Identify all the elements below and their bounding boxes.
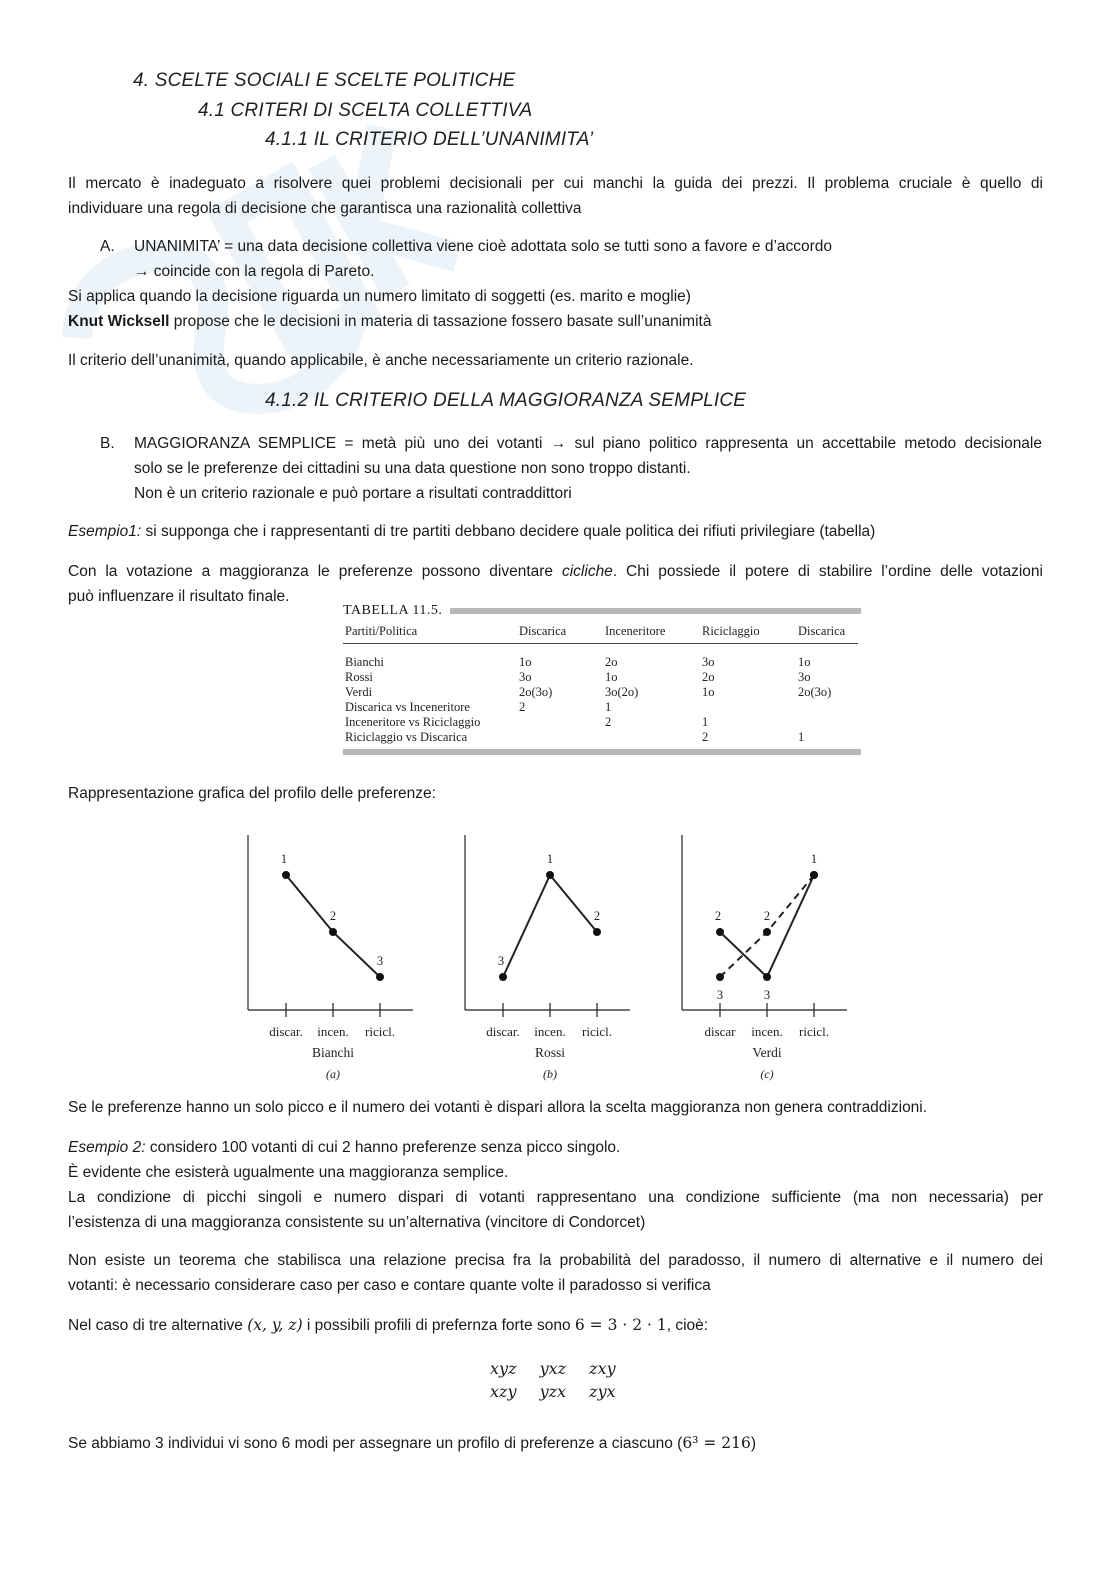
profiles-row: xzy yzx zyx bbox=[490, 1382, 616, 1401]
table-cell bbox=[603, 730, 700, 745]
table-header-cell: Discarica bbox=[519, 623, 567, 638]
heading-section: 4.1 CRITERI DI SCELTA COLLETTIVA bbox=[198, 100, 533, 121]
table-cell: Bianchi bbox=[345, 655, 384, 669]
chart-tick-label: incen. bbox=[534, 1024, 566, 1039]
paragraph-example-2 bbox=[68, 1135, 1043, 1235]
chart-point bbox=[376, 973, 384, 981]
chart-point bbox=[763, 973, 771, 981]
paragraph-single-peak: Se le preferenze hanno un solo picco e il numero dei votanti è dispari allora la scelta maggioranza non genera contraddizioni. bbox=[68, 1099, 928, 1116]
table-cell: 3o bbox=[702, 655, 715, 669]
table-header-cell: Riciclaggio bbox=[702, 623, 760, 638]
heading-subsection-1: 4.1.1 IL CRITERIO DELL’UNANIMITA’ bbox=[265, 129, 594, 150]
table-header-cell: Discarica bbox=[798, 623, 846, 638]
text-line: propose che le decisioni in materia di tassazione fossero basate sull’unanimità bbox=[169, 313, 712, 330]
chart-panel-label: (a) bbox=[326, 1067, 340, 1081]
table-cell: 2o bbox=[702, 670, 715, 684]
chart-point-label: 3 bbox=[763, 988, 771, 1002]
chart-tick-label: discar. bbox=[486, 1024, 520, 1039]
chart-point-label: 3 bbox=[376, 954, 384, 968]
list-marker: A. bbox=[100, 238, 115, 255]
table-cell: 1 bbox=[798, 730, 805, 744]
chart-title: Verdi bbox=[752, 1045, 782, 1060]
text-span: si supponga che i rappresentanti di tre partiti debbano decidere quale politica dei rifiuti privilegiare (tabella) bbox=[141, 523, 876, 540]
text-line: può influenzare il risultato finale. bbox=[68, 588, 290, 605]
math-expression: (x, y, z) bbox=[247, 1316, 303, 1334]
table-caption: TABELLA 11.5. bbox=[343, 603, 443, 618]
chart-point-label: 1 bbox=[810, 852, 818, 866]
table-cell: Discarica vs Inceneritore bbox=[345, 700, 470, 714]
table-cell: 1o bbox=[605, 670, 618, 684]
chart-point-label: 2 bbox=[329, 909, 337, 923]
chart-series-line bbox=[503, 875, 597, 977]
table-header-cell: Partiti/Politica bbox=[345, 623, 418, 638]
text-line: → coincide con la regola di Pareto. bbox=[134, 263, 375, 280]
paragraph-intro bbox=[68, 171, 1043, 221]
chart-point-label: 2 bbox=[763, 909, 771, 923]
chart-panel-label: (b) bbox=[543, 1067, 557, 1081]
table-11-5 bbox=[343, 602, 861, 755]
table-cell: Riciclaggio vs Discarica bbox=[345, 730, 468, 744]
paragraph-rational: Il criterio dell’unanimità, quando applicabile, è anche necessariamente un criterio razionale. bbox=[68, 352, 694, 369]
chart-point bbox=[329, 928, 337, 936]
emphasis: cicliche bbox=[561, 563, 613, 580]
table-cell: 3o bbox=[798, 670, 811, 684]
table-row bbox=[343, 685, 858, 700]
heading-chapter: 4. SCELTE SOCIALI E SCELTE POLITICHE bbox=[133, 70, 516, 91]
math-expression: 6 = 3 · 2 · 1 bbox=[574, 1316, 667, 1334]
table-cell: Inceneritore vs Riciclaggio bbox=[345, 715, 481, 729]
table-cell: 2 bbox=[702, 730, 709, 744]
table-row bbox=[343, 655, 858, 670]
paragraph-example-1 bbox=[68, 519, 1043, 544]
example-label: Esempio 2: bbox=[68, 1139, 146, 1156]
chart-point bbox=[282, 871, 290, 879]
math-expression: 6³ = 216 bbox=[682, 1434, 751, 1452]
chart-title: Bianchi bbox=[312, 1045, 354, 1060]
text-line: votanti: è necessario considerare caso per caso e contare quante volte il paradosso si verifica bbox=[68, 1277, 711, 1294]
paragraph-profiles bbox=[68, 1313, 1043, 1338]
table-cell: 3o(2o) bbox=[605, 685, 639, 699]
chart-point bbox=[810, 871, 818, 879]
table-cell: 3o bbox=[519, 670, 532, 684]
table-cell: 1o bbox=[798, 655, 811, 669]
table-cell: 2o(3o) bbox=[798, 685, 832, 699]
paragraph-unanimity bbox=[68, 284, 1043, 334]
chart-series-line bbox=[720, 875, 814, 977]
chart-point-label: 3 bbox=[716, 988, 724, 1002]
example-label: Esempio1: bbox=[68, 523, 142, 540]
paragraph-paradox bbox=[68, 1248, 1043, 1298]
table-row bbox=[343, 670, 858, 685]
list-marker: B. bbox=[100, 435, 115, 452]
table-cell: 1 bbox=[702, 715, 709, 729]
chart-tick-label: incen. bbox=[751, 1024, 783, 1039]
text-line: MAGGIORANZA SEMPLICE = metà più uno dei votanti → sul piano politico rappresenta un accettabile metodo decisionale bbox=[134, 435, 1042, 452]
chart-point-label: 2 bbox=[714, 909, 722, 923]
text-line: È evidente che esisterà ugualmente una maggioranza semplice. bbox=[68, 1164, 509, 1181]
table-bottom-rule bbox=[343, 749, 861, 755]
table-cell: 2 bbox=[519, 700, 526, 714]
text-line: Si applica quando la decisione riguarda un numero limitato di soggetti (es. marito e moglie) bbox=[68, 288, 691, 305]
text-span: Se abbiamo 3 individui vi sono 6 modi per assegnare un profilo di preferenze a ciascuno ( bbox=[68, 1435, 683, 1452]
chart-point-label: 3 bbox=[497, 954, 505, 968]
chart-tick-label: ricicl. bbox=[365, 1024, 395, 1039]
chart-series-line bbox=[720, 875, 814, 977]
chart-tick-label: discar bbox=[704, 1024, 736, 1039]
chart-tick-label: discar. bbox=[269, 1024, 303, 1039]
text-line: individuare una regola di decisione che garantisca una razionalità collettiva bbox=[68, 200, 582, 217]
text-span: i possibili profili di prefernza forte sono bbox=[302, 1317, 575, 1334]
table-cell bbox=[796, 700, 858, 715]
preference-table bbox=[343, 620, 858, 745]
text-span: , cioè: bbox=[666, 1317, 709, 1334]
table-row bbox=[343, 730, 858, 745]
profiles-row: xyz yxz zxy bbox=[490, 1359, 616, 1378]
paragraph-graph-intro: Rappresentazione grafica del profilo delle preferenze: bbox=[68, 785, 436, 802]
table-cell: Rossi bbox=[345, 670, 373, 684]
table-cell bbox=[517, 715, 603, 730]
chart-tick-label: ricicl. bbox=[799, 1024, 829, 1039]
paragraph-216 bbox=[68, 1431, 1043, 1456]
chart-point bbox=[499, 973, 507, 981]
text-line: Non esiste un teorema che stabilisca una relazione precisa fra la probabilità del paradosso, il numero di alternative e il numero dei bbox=[68, 1252, 1043, 1269]
chart-point-label: 2 bbox=[593, 909, 601, 923]
table-cell: 1o bbox=[519, 655, 532, 669]
chart-point bbox=[593, 928, 601, 936]
table-cell: 1 bbox=[605, 700, 612, 714]
text-span: considero 100 votanti di cui 2 hanno preferenze senza picco singolo. bbox=[145, 1139, 621, 1156]
text-span: ) bbox=[750, 1435, 757, 1452]
table-cell bbox=[700, 700, 796, 715]
table-row bbox=[343, 715, 858, 730]
table-header-row bbox=[343, 620, 858, 642]
text-line: Non è un criterio razionale e può portare a risultati contraddittori bbox=[134, 485, 572, 502]
table-cell: 2 bbox=[605, 715, 612, 729]
chart-tick-label: ricicl. bbox=[582, 1024, 612, 1039]
text-line: l’esistenza di una maggioranza consistente su un’alternativa (vincitore di Condorcet) bbox=[68, 1214, 646, 1231]
text-span: Nel caso di tre alternative bbox=[68, 1317, 248, 1334]
text-span: . Chi possiede il potere di stabilire l’ordine delle votazioni bbox=[612, 563, 1043, 580]
text-line: Il mercato è inadeguato a risolvere quei problemi decisionali per cui manchi la guida dei prezzi. Il problema cruciale è quello di bbox=[68, 175, 1043, 192]
chart-point bbox=[716, 928, 724, 936]
chart-point-label: 1 bbox=[546, 852, 554, 866]
table-cell: 1o bbox=[702, 685, 715, 699]
heading-subsection-2: 4.1.2 IL CRITERIO DELLA MAGGIORANZA SEMPLICE bbox=[265, 390, 747, 411]
preference-profiles-list bbox=[490, 1357, 616, 1403]
chart-panel-label: (c) bbox=[760, 1067, 774, 1081]
table-cell: 2o bbox=[605, 655, 618, 669]
chart-title: Rossi bbox=[534, 1045, 566, 1060]
table-top-rule bbox=[450, 608, 861, 614]
table-row bbox=[343, 700, 858, 715]
text-span: Con la votazione a maggioranza le preferenze possono diventare bbox=[68, 563, 562, 580]
chart-series-line bbox=[286, 875, 380, 977]
table-cell: 2o(3o) bbox=[519, 685, 553, 699]
preference-profile-charts bbox=[230, 825, 870, 1085]
table-cell bbox=[796, 715, 858, 730]
text-line: UNANIMITA’ = una data decisione collettiva viene cioè adottata solo se tutti sono a favore e d’accordo bbox=[134, 238, 833, 255]
table-header-cell: Inceneritore bbox=[605, 623, 666, 638]
text-line: solo se le preferenze dei cittadini su una data questione non sono troppo distanti. bbox=[134, 460, 691, 477]
chart-point bbox=[546, 871, 554, 879]
chart-tick-label: incen. bbox=[317, 1024, 349, 1039]
chart-point bbox=[716, 973, 724, 981]
author-name: Knut Wicksell bbox=[68, 313, 170, 330]
chart-point-label: 1 bbox=[280, 852, 288, 866]
table-cell: Verdi bbox=[345, 685, 373, 699]
chart-point bbox=[763, 928, 771, 936]
table-cell bbox=[517, 730, 603, 745]
text-line: La condizione di picchi singoli e numero dispari di votanti rappresentano una condizione sufficiente (ma non necessaria) per bbox=[68, 1189, 1043, 1206]
